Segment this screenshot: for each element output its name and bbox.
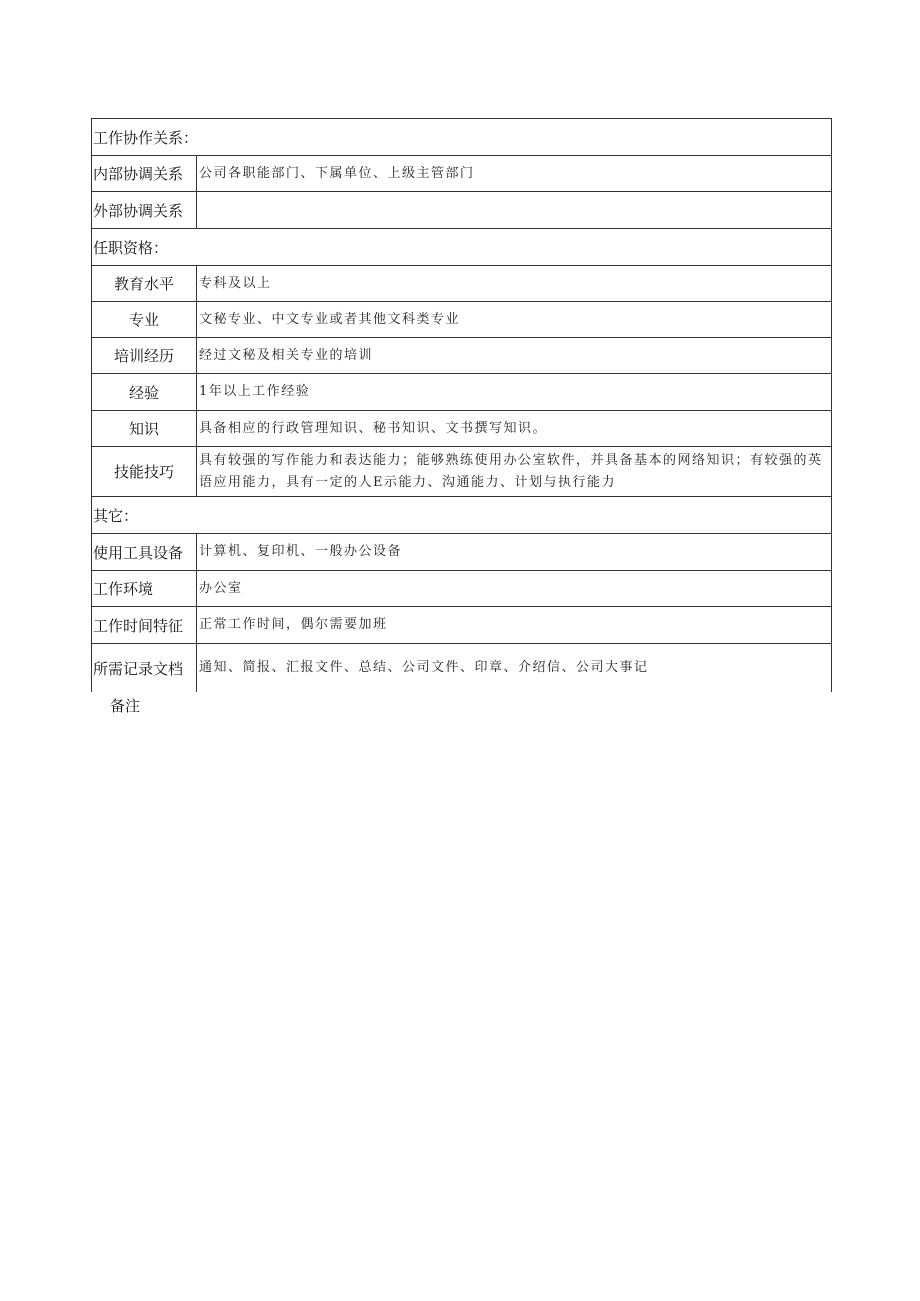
section-work-coordination (92, 119, 831, 156)
row-label: 培训经历 (92, 338, 197, 373)
section-title: 工作协作关系： (93, 128, 199, 147)
row-value: 具备相应的行政管理知识、秘书知识、文书撰写知识。 (199, 420, 548, 436)
row-value: 通知、简报、汇报文件、总结、公司文件、印章、介绍信、公司大事记 (199, 660, 649, 675)
row-value: 专科及以上 (199, 275, 272, 291)
row-label: 所需记录文档 (92, 644, 197, 692)
row-label: 工作环境 (92, 571, 197, 606)
section-title: 其它： (93, 506, 139, 525)
row-value: 办公室 (199, 580, 243, 596)
row-required-documents (92, 644, 831, 692)
row-knowledge (92, 411, 831, 447)
job-description-table (91, 118, 832, 692)
row-label: 使用工具设备 (92, 534, 197, 570)
row-label: 经验 (92, 374, 197, 410)
row-value (197, 192, 831, 228)
row-major (92, 302, 831, 338)
row-experience (92, 374, 831, 411)
section-qualifications (92, 229, 831, 266)
row-training (92, 338, 831, 374)
row-value: 文秘专业、中文专业或者其他文科类专业 (199, 311, 461, 327)
skills-text: 具有较强的写作能力和表达能力；能够熟练使用办公室软件，并具备基本的网络知识；有较强的英语应用能力，具有一定的人E示能力、沟通能力、计划与执行能力 (199, 453, 823, 490)
row-external-coordination (92, 192, 831, 229)
row-tools (92, 534, 831, 571)
note-label: 备注 (110, 697, 141, 715)
row-label: 工作时间特征 (92, 607, 197, 643)
row-internal-coordination (92, 156, 831, 192)
row-education (92, 266, 831, 302)
row-label: 技能技巧 (92, 447, 197, 496)
row-value: 经过文秘及相关专业的培训 (199, 347, 374, 363)
row-work-time (92, 607, 831, 644)
row-label: 知识 (92, 411, 197, 446)
row-label: 专业 (92, 302, 197, 337)
row-value (197, 447, 831, 496)
section-title: 任职资格： (93, 238, 169, 257)
row-label: 教育水平 (92, 266, 197, 301)
row-value: 计算机、复印机、一般办公设备 (199, 544, 403, 559)
row-label: 外部协调关系 (92, 192, 197, 228)
row-label: 内部协调关系 (92, 156, 197, 191)
row-value: 1年以上工作经验 (199, 384, 311, 399)
row-value: 公司各职能部门、下属单位、上级主管部门 (199, 165, 475, 181)
section-others (92, 497, 831, 534)
row-work-environment (92, 571, 831, 607)
row-skills (92, 447, 831, 497)
row-value: 正常工作时间，偶尔需要加班 (199, 617, 388, 632)
